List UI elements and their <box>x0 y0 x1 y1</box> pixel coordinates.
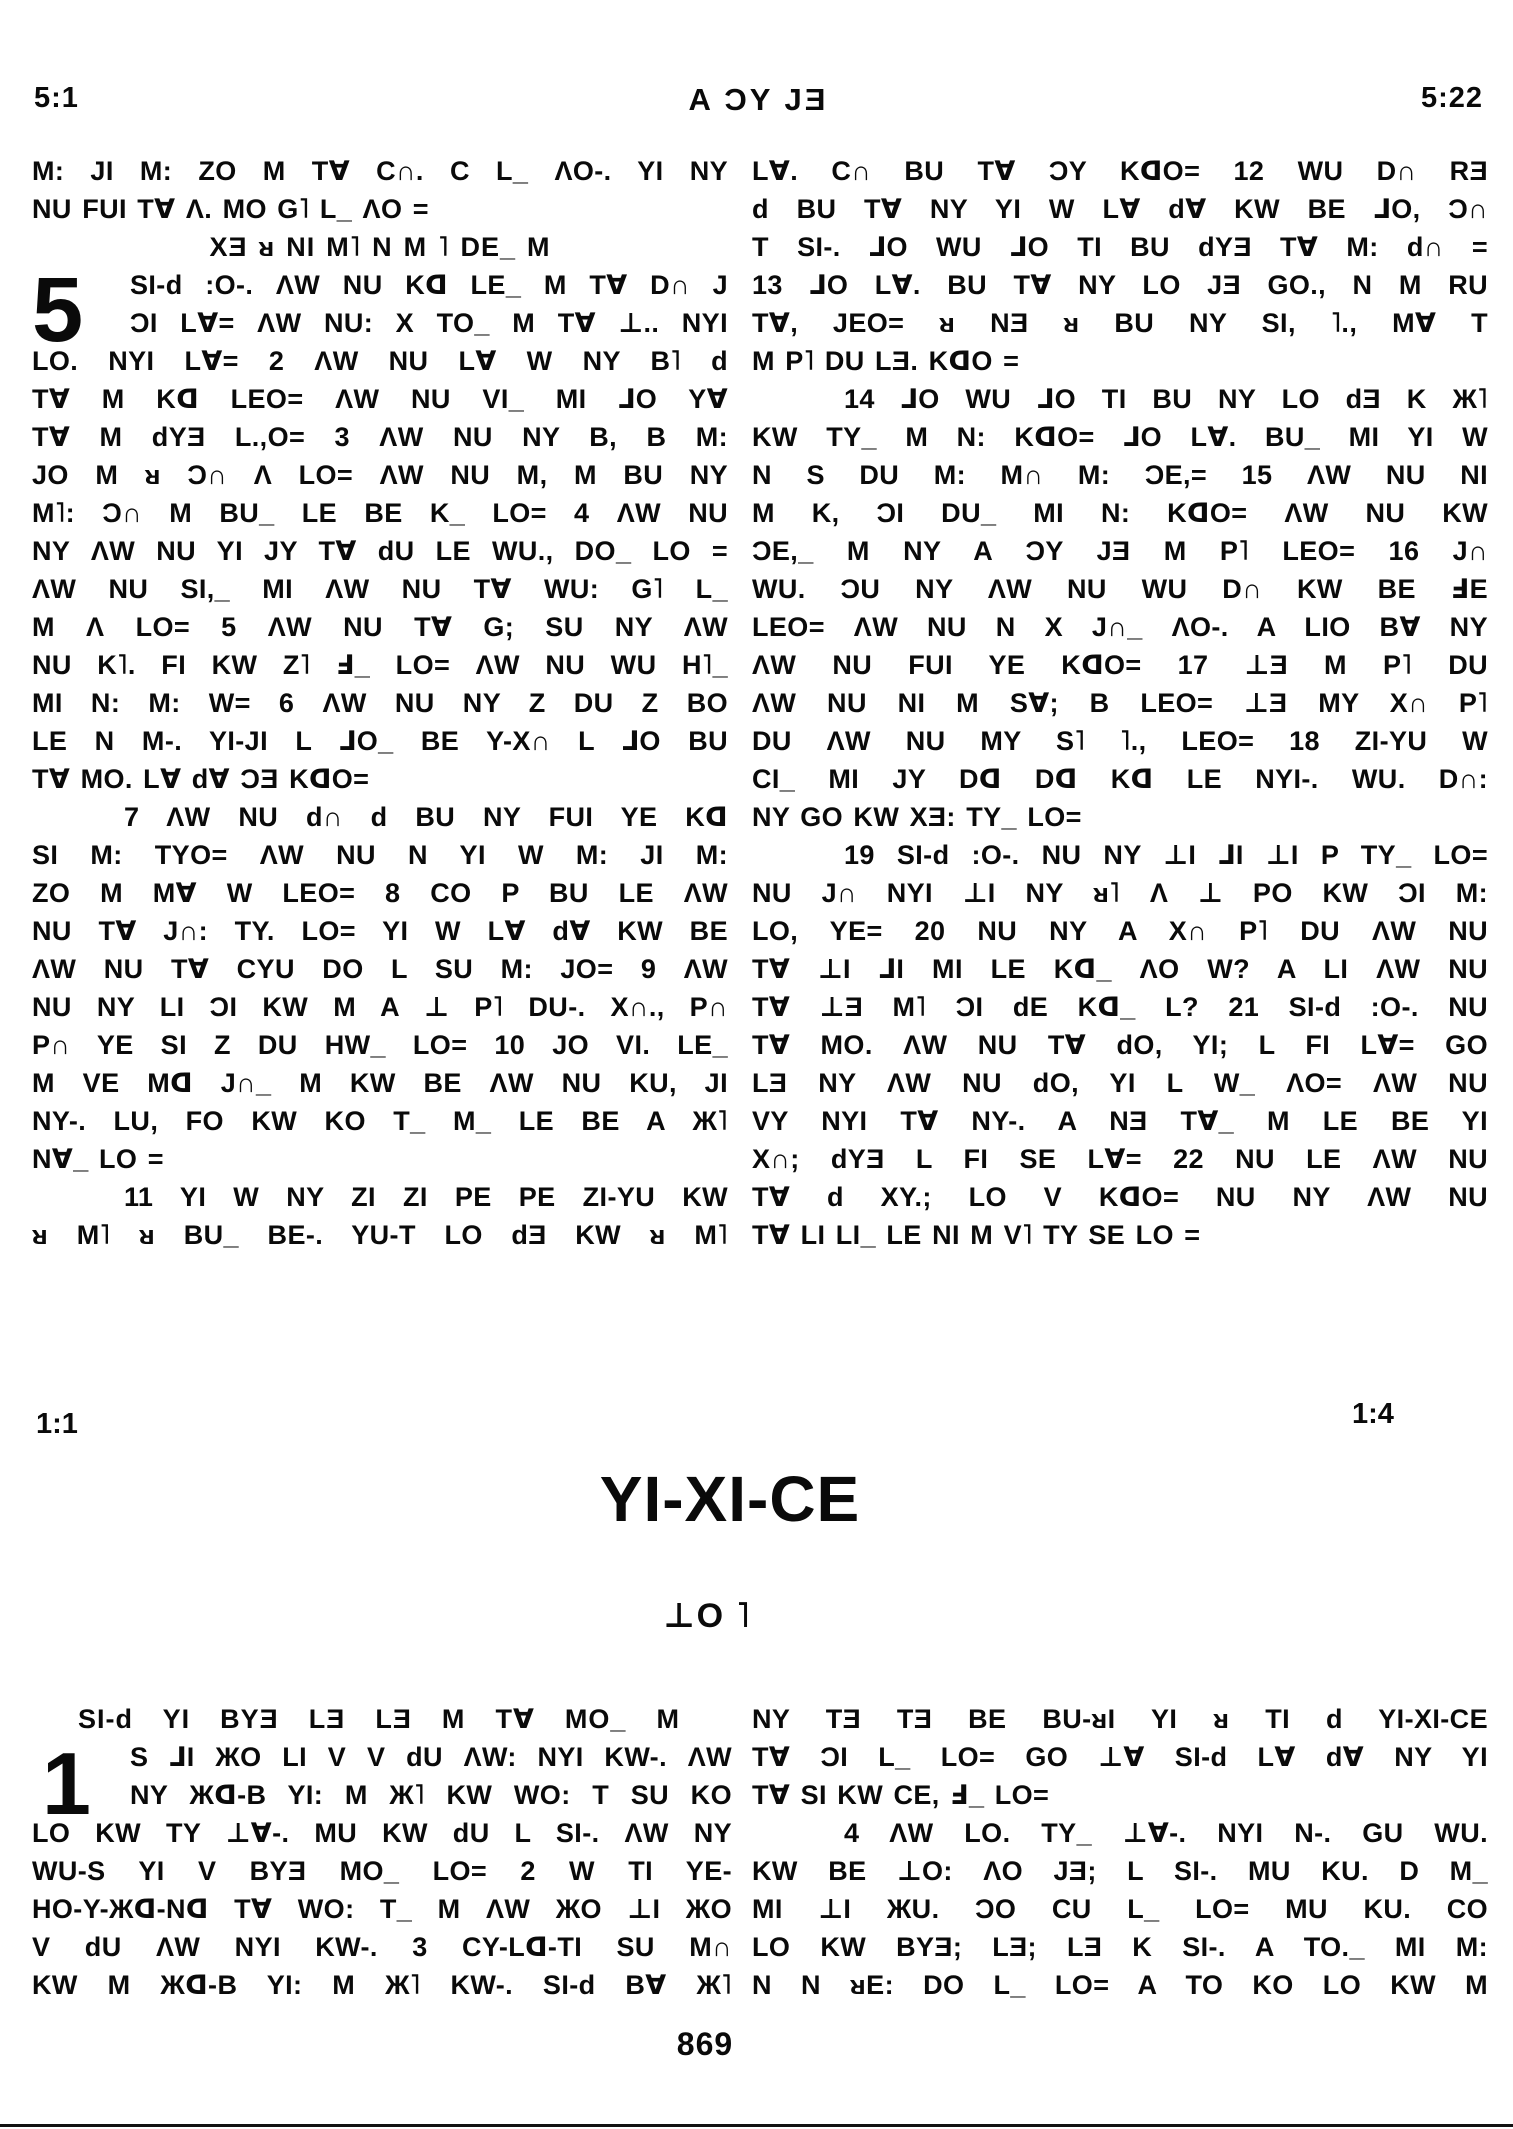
text-line: KW BE ⊥O: ΛO JƎ; L SI-. MU KU. D M_ <box>752 1856 1488 1886</box>
text-line: NU K˥. FI KW Z˥ Ⅎ_ LO= ΛW NU WU H˥_ <box>32 650 728 680</box>
text-line: 13 ⅃O L∀. BU T∀ NY LO JƎ GO., N M RU <box>752 270 1488 300</box>
text-line: T∀ LI LI_ LE NI M V˥ TY SE LO = <box>752 1220 1201 1250</box>
text-line: N S DU M: M∩ M: ƆE,= 15 ΛW NU NI <box>752 460 1488 490</box>
text-line: 14 ⅃O WU ⅃O TI BU NY LO dƎ K Ж˥ <box>844 384 1488 414</box>
text-line: 11 YI W NY ZI ZI PE PE ZI-YU KW <box>124 1182 728 1212</box>
text-line: CI_ MI JY Dᗡ Dᗡ Kᗡ LE NYI-. WU. D∩: <box>752 764 1488 794</box>
running-head <box>30 82 1487 118</box>
text-line: 7 ΛW NU d∩ d BU NY FUI YE Kᗡ <box>124 802 728 832</box>
text-line: LO, YE= 20 NU NY A X∩ P˥ DU ΛW NU <box>752 916 1488 946</box>
text-line: T∀ M Kᗡ LEO= ΛW NU VI_ MI ⅃O Y∀ <box>32 384 728 414</box>
book-title: A ƆY JƎ <box>688 82 829 117</box>
text-line: ΛW NU SI,_ MI ΛW NU T∀ WU: G˥ L_ <box>32 574 728 604</box>
text-line: ƆE,_ M NY A ƆY JƎ M P˥ LEO= 16 J∩ <box>752 536 1488 566</box>
text-line: N N ᴚE: DO L_ LO= A TO KO LO KW M <box>752 1970 1488 2000</box>
chapter-number-dropcap: 1 <box>42 1734 92 1833</box>
section-heading: SI-d YI BYƎ LƎ LƎ M T∀ MO_ M <box>78 1704 680 1734</box>
text-line: M Λ LO= 5 ΛW NU T∀ G; SU NY ΛW <box>32 612 728 642</box>
text-line: M P˥ DU LƎ. KᗡO = <box>752 346 1020 376</box>
text-line: NY ΛW NU YI JY T∀ dU LE WU., DO_ LO = <box>32 536 728 566</box>
text-line: NU FUI T∀ Λ. MO G˥ L_ ΛO = <box>32 194 429 224</box>
text-line: NY Жᗡ-B YI: M Ж˥ KW WO: T SU KO <box>130 1780 732 1810</box>
text-line: WU-S YI V BYƎ MO_ LO= 2 W TI YE- <box>32 1856 732 1886</box>
text-line: T∀ d XY.; LO V KᗡO= NU NY ΛW NU <box>752 1182 1488 1212</box>
top-right-column <box>752 152 1488 1254</box>
section-heading: XƎ ᴚ NI M˥ N M ˥ DE_ M <box>209 232 551 262</box>
text-line: V dU ΛW NYI KW-. 3 CY-Lᗡ-TI SU M∩ <box>32 1932 732 1962</box>
text-line: LO KW TY ⊥∀-. MU KW dU L SI-. ΛW NY <box>32 1818 732 1848</box>
text-line: MI N: M: W= 6 ΛW NU NY Z DU Z BO <box>32 688 728 718</box>
text-line: NU J∩ NYI ⊥I NY ᴚ˥ Λ ⊥ PO KW ƆI M: <box>752 878 1488 908</box>
text-line: P∩ YE SI Z DU HW_ LO= 10 JO VI. LE_ <box>32 1030 728 1060</box>
chapter-verse-ref-right: 1:4 <box>1352 1398 1394 1430</box>
text-line: LEO= ΛW NU N X J∩_ ΛO-. A LIO B∀ NY <box>752 612 1488 642</box>
text-line: SI-d :O-. ΛW NU Kᗡ LE_ M T∀ D∩ J <box>130 270 728 300</box>
text-line: T∀ M dYƎ L.,O= 3 ΛW NU NY B, B M: <box>32 422 728 452</box>
chapter-verse-ref-left: 1:1 <box>36 1408 78 1440</box>
new-book-subtitle: ⊥O ˥ <box>663 1597 752 1635</box>
chapter-number-dropcap: 5 <box>32 259 84 361</box>
text-line: JO M ᴚ Ɔ∩ Λ LO= ΛW NU M, M BU NY <box>32 460 728 490</box>
new-book-title: YI-XI-CE <box>599 1463 861 1535</box>
text-line: LO. NYI L∀= 2 ΛW NU L∀ W NY B˥ d <box>32 346 728 376</box>
text-line: M K, ƆI DU_ MI N: KᗡO= ΛW NU KW <box>752 498 1488 528</box>
text-line: NU T∀ J∩: TY. LO= YI W L∀ d∀ KW BE <box>32 916 728 946</box>
text-line: VY NYI T∀ NY-. A NƎ T∀_ M LE BE YI <box>752 1106 1488 1136</box>
text-line: X∩; dYƎ L FI SE L∀= 22 NU LE ΛW NU <box>752 1144 1488 1174</box>
text-line: T∀ ⊥Ǝ M˥ ƆI dE Kᗡ_ L? 21 SI-d :O-. NU <box>752 992 1488 1022</box>
text-line: ᴚ M˥ ᴚ BU_ BE-. YU-T LO dƎ KW ᴚ M˥ <box>32 1220 728 1250</box>
text-line: T∀ SI KW CE, Ⅎ_ LO= <box>752 1780 1050 1810</box>
text-line: LƎ NY ΛW NU dO, YI L W_ ΛO= ΛW NU <box>752 1068 1488 1098</box>
text-line: WU. ƆU NY ΛW NU WU D∩ KW BE ℲE <box>752 574 1488 604</box>
text-line: 19 SI-d :O-. NU NY ⊥I ⅃I ⊥I P TY_ LO= <box>844 840 1488 870</box>
text-line: ΛW NU FUI YE KᗡO= 17 ⊥Ǝ M P˥ DU <box>752 650 1488 680</box>
chapter-verse-ref-left: 5:1 <box>34 82 79 114</box>
text-line: ΛW NU T∀ CYU DO L SU M: JO= 9 ΛW <box>32 954 728 984</box>
text-line: ƆI L∀= ΛW NU: X TO_ M T∀ ⊥.. NYI <box>130 308 728 338</box>
page-number: 869 <box>676 2026 734 2062</box>
text-line: M˥: Ɔ∩ M BU_ LE BE K_ LO= 4 ΛW NU <box>32 498 728 528</box>
text-line: 4 ΛW LO. TY_ ⊥∀-. NYI N-. GU WU. <box>844 1818 1488 1848</box>
text-line: ZO M M∀ W LEO= 8 CO P BU LE ΛW <box>32 878 728 908</box>
text-line: M: JI M: ZO M T∀ C∩. C L_ ΛO-. YI NY <box>32 156 728 186</box>
text-line: S ⅃I ЖO LI V V dU ΛW: NYI KW-. ΛW <box>130 1742 732 1772</box>
text-line: N∀_ LO = <box>32 1144 164 1174</box>
text-line: L∀. C∩ BU T∀ ƆY KᗡO= 12 WU D∩ RƎ <box>752 156 1488 186</box>
text-line: d BU T∀ NY YI W L∀ d∀ KW BE ⅃O, Ɔ∩ <box>752 194 1488 224</box>
text-line: HO-Y-Жᗡ-Nᗡ T∀ WO: T_ M ΛW ЖO ⊥I ЖO <box>32 1894 732 1924</box>
text-line: ΛW NU NI M S∀; B LEO= ⊥Ǝ MY X∩ P˥ <box>752 688 1488 718</box>
bottom-left-column <box>32 1700 732 2004</box>
text-line: KW M Жᗡ-B YI: M Ж˥ KW-. SI-d B∀ Ж˥ <box>32 1970 732 2000</box>
text-line: M VE Mᗡ J∩_ M KW BE ΛW NU KU, JI <box>32 1068 728 1098</box>
text-line: NY GO KW XƎ: TY_ LO= <box>752 802 1082 832</box>
page-bottom-scan-edge <box>0 2124 1513 2127</box>
text-line: LO KW BYƎ; LƎ; LƎ K SI-. A TO._ MI M: <box>752 1932 1488 1962</box>
text-line: MI ⊥I ЖU. ƆO CU L_ LO= MU KU. CO <box>752 1894 1488 1924</box>
text-line: NU NY LI ƆI KW M A ⊥ P˥ DU-. X∩., P∩ <box>32 992 728 1022</box>
text-line: T∀ ƆI L_ LO= GO ⊥∀ SI-d L∀ d∀ NY YI <box>752 1742 1488 1772</box>
top-left-column <box>32 152 728 1254</box>
bottom-right-column <box>752 1700 1488 2004</box>
text-line: T∀ MO. ΛW NU T∀ dO, YI; L FI L∀= GO <box>752 1030 1488 1060</box>
text-line: T SI-. ⅃O WU ⅃O TI BU dYƎ T∀ M: d∩ = <box>752 232 1488 262</box>
text-line: T∀ ⊥I ⅃I MI LE Kᗡ_ ΛO W? A LI ΛW NU <box>752 954 1488 984</box>
chapter-verse-ref-right: 5:22 <box>1420 82 1483 114</box>
text-line: NY-. LU, FO KW KO T_ M_ LE BE A Ж˥ <box>32 1106 728 1136</box>
text-line: KW TY_ M N: KᗡO= ⅃O L∀. BU_ MI YI W <box>752 422 1488 452</box>
text-line: T∀ MO. L∀ d∀ ƆƎ KᗡO= <box>32 764 370 794</box>
text-line: SI M: TYO= ΛW NU N YI W M: JI M: <box>32 840 728 870</box>
text-line: NY TƎ TƎ BE BU-ᴚI YI ᴚ TI d YI-XI-CE <box>752 1704 1488 1734</box>
text-line: DU ΛW NU MY S˥ ˥., LEO= 18 ZI-YU W <box>752 726 1488 756</box>
text-line: T∀, JEO= ᴚ NƎ ᴚ BU NY SI, ˥., M∀ T <box>752 308 1488 338</box>
text-line: LE N M-. YI-JI L ⅃O_ BE Y-X∩ L ⅃O BU <box>32 726 728 756</box>
